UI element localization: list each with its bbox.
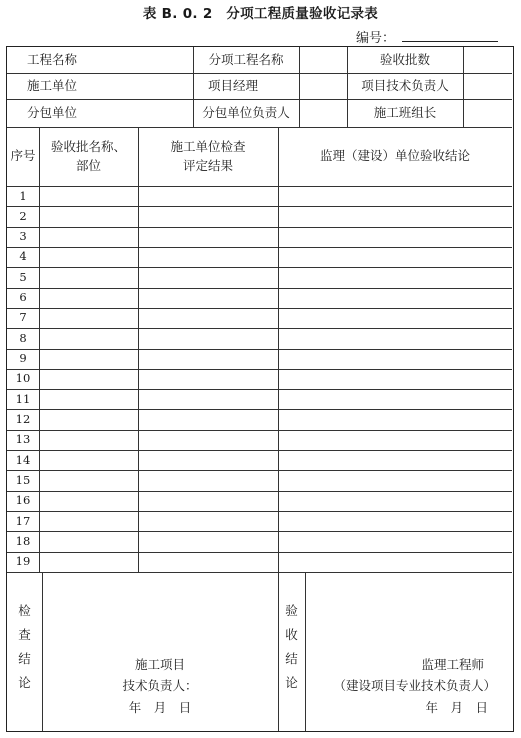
row-number: 3 bbox=[19, 229, 27, 244]
acceptance-signer-line1: 监理工程师 bbox=[421, 657, 484, 673]
row-rule bbox=[7, 206, 512, 207]
rule-v-batch bbox=[138, 127, 139, 572]
row-number: 2 bbox=[19, 208, 27, 223]
label-sub-lead: 分包单位负责人 bbox=[202, 104, 290, 120]
row-number: 13 bbox=[15, 432, 31, 447]
acceptance-char: 论 bbox=[285, 675, 298, 690]
row-rule bbox=[7, 511, 512, 512]
row-rule bbox=[7, 349, 512, 350]
rule-v-info-b bbox=[299, 47, 300, 127]
rule-v-no bbox=[39, 127, 40, 572]
row-rule bbox=[7, 328, 512, 329]
label-project-name: 工程名称 bbox=[26, 51, 77, 67]
inspection-heading bbox=[7, 599, 42, 695]
row-rule bbox=[7, 308, 512, 309]
acceptance-char: 结 bbox=[285, 651, 298, 666]
label-tech-lead: 项目技术负责人 bbox=[361, 77, 449, 93]
header-eval bbox=[138, 127, 278, 186]
inspection-signature bbox=[42, 651, 278, 721]
row-number: 6 bbox=[19, 290, 27, 305]
rule-v-info-d bbox=[463, 47, 464, 127]
acceptance-char: 收 bbox=[285, 627, 298, 642]
row-number: 14 bbox=[15, 452, 31, 467]
label-subcontractor: 分包单位 bbox=[26, 104, 77, 120]
label-project-manager: 项目经理 bbox=[207, 77, 258, 93]
header-eval-line1: 施工单位检查 bbox=[170, 138, 246, 154]
row-rule bbox=[7, 531, 512, 532]
header-eval-line2: 评定结果 bbox=[182, 157, 233, 173]
row-number: 9 bbox=[19, 351, 27, 366]
label-crew-leader: 施工班组长 bbox=[373, 104, 437, 120]
row-rule bbox=[7, 552, 512, 553]
inspection-char: 查 bbox=[18, 627, 31, 642]
acceptance-signer-line2: （建设项目专业技术负责人） bbox=[333, 678, 496, 694]
row-number: 10 bbox=[15, 371, 31, 386]
row-number: 1 bbox=[19, 188, 27, 203]
row-number: 17 bbox=[15, 513, 31, 528]
row-number: 4 bbox=[19, 249, 27, 264]
inspection-char: 论 bbox=[18, 675, 31, 690]
row-number: 8 bbox=[19, 330, 27, 345]
row-number: 5 bbox=[19, 269, 27, 284]
row-rule bbox=[7, 491, 512, 492]
row-number: 18 bbox=[15, 533, 31, 548]
acceptance-char: 验 bbox=[285, 603, 298, 618]
label-subitem-name: 分项工程名称 bbox=[208, 51, 284, 67]
form-title: 表 B. 0. 2 分项工程质量验收记录表 bbox=[142, 6, 379, 22]
inspection-date: 年 月 日 bbox=[128, 699, 192, 715]
header-conclusion: 监理（建设）单位验收结论 bbox=[319, 148, 470, 164]
number-label: 编号： bbox=[356, 31, 396, 46]
row-rule bbox=[7, 450, 512, 451]
row-number: 7 bbox=[19, 310, 27, 325]
acceptance-heading bbox=[278, 599, 305, 695]
row-number: 19 bbox=[15, 554, 31, 569]
row-rule bbox=[7, 369, 512, 370]
acceptance-date: 年 月 日 bbox=[425, 699, 488, 715]
inspection-signer-line2: 技术负责人： bbox=[122, 678, 198, 694]
header-batch-line2: 部位 bbox=[75, 157, 101, 173]
row-number: 11 bbox=[15, 391, 31, 406]
row-number: 16 bbox=[15, 493, 31, 508]
row-rule bbox=[7, 288, 512, 289]
row-number: 15 bbox=[15, 472, 31, 487]
rule-conclusion bbox=[7, 572, 512, 573]
row-rule bbox=[7, 470, 512, 471]
row-number: 12 bbox=[15, 412, 31, 426]
number-underline bbox=[402, 41, 498, 42]
rule-v-eval bbox=[278, 127, 279, 572]
header-batch bbox=[39, 127, 138, 186]
row-rule bbox=[7, 389, 512, 390]
header-batch-line1: 验收批名称、 bbox=[50, 138, 126, 154]
rule-header bbox=[7, 186, 512, 187]
acceptance-signature bbox=[305, 651, 512, 721]
row-rule bbox=[7, 409, 512, 410]
label-batch-count: 验收批数 bbox=[379, 51, 430, 67]
inspection-signer-line1: 施工项目 bbox=[134, 657, 185, 673]
row-rule bbox=[7, 247, 512, 248]
label-contractor: 施工单位 bbox=[26, 77, 77, 93]
inspection-char: 结 bbox=[18, 651, 31, 666]
number-field bbox=[356, 27, 395, 46]
header-no: 序号 bbox=[10, 148, 36, 164]
row-rule bbox=[7, 267, 512, 268]
row-rule bbox=[7, 227, 512, 228]
inspection-char: 检 bbox=[18, 603, 31, 618]
record-table bbox=[6, 46, 514, 732]
row-rule bbox=[7, 430, 512, 431]
